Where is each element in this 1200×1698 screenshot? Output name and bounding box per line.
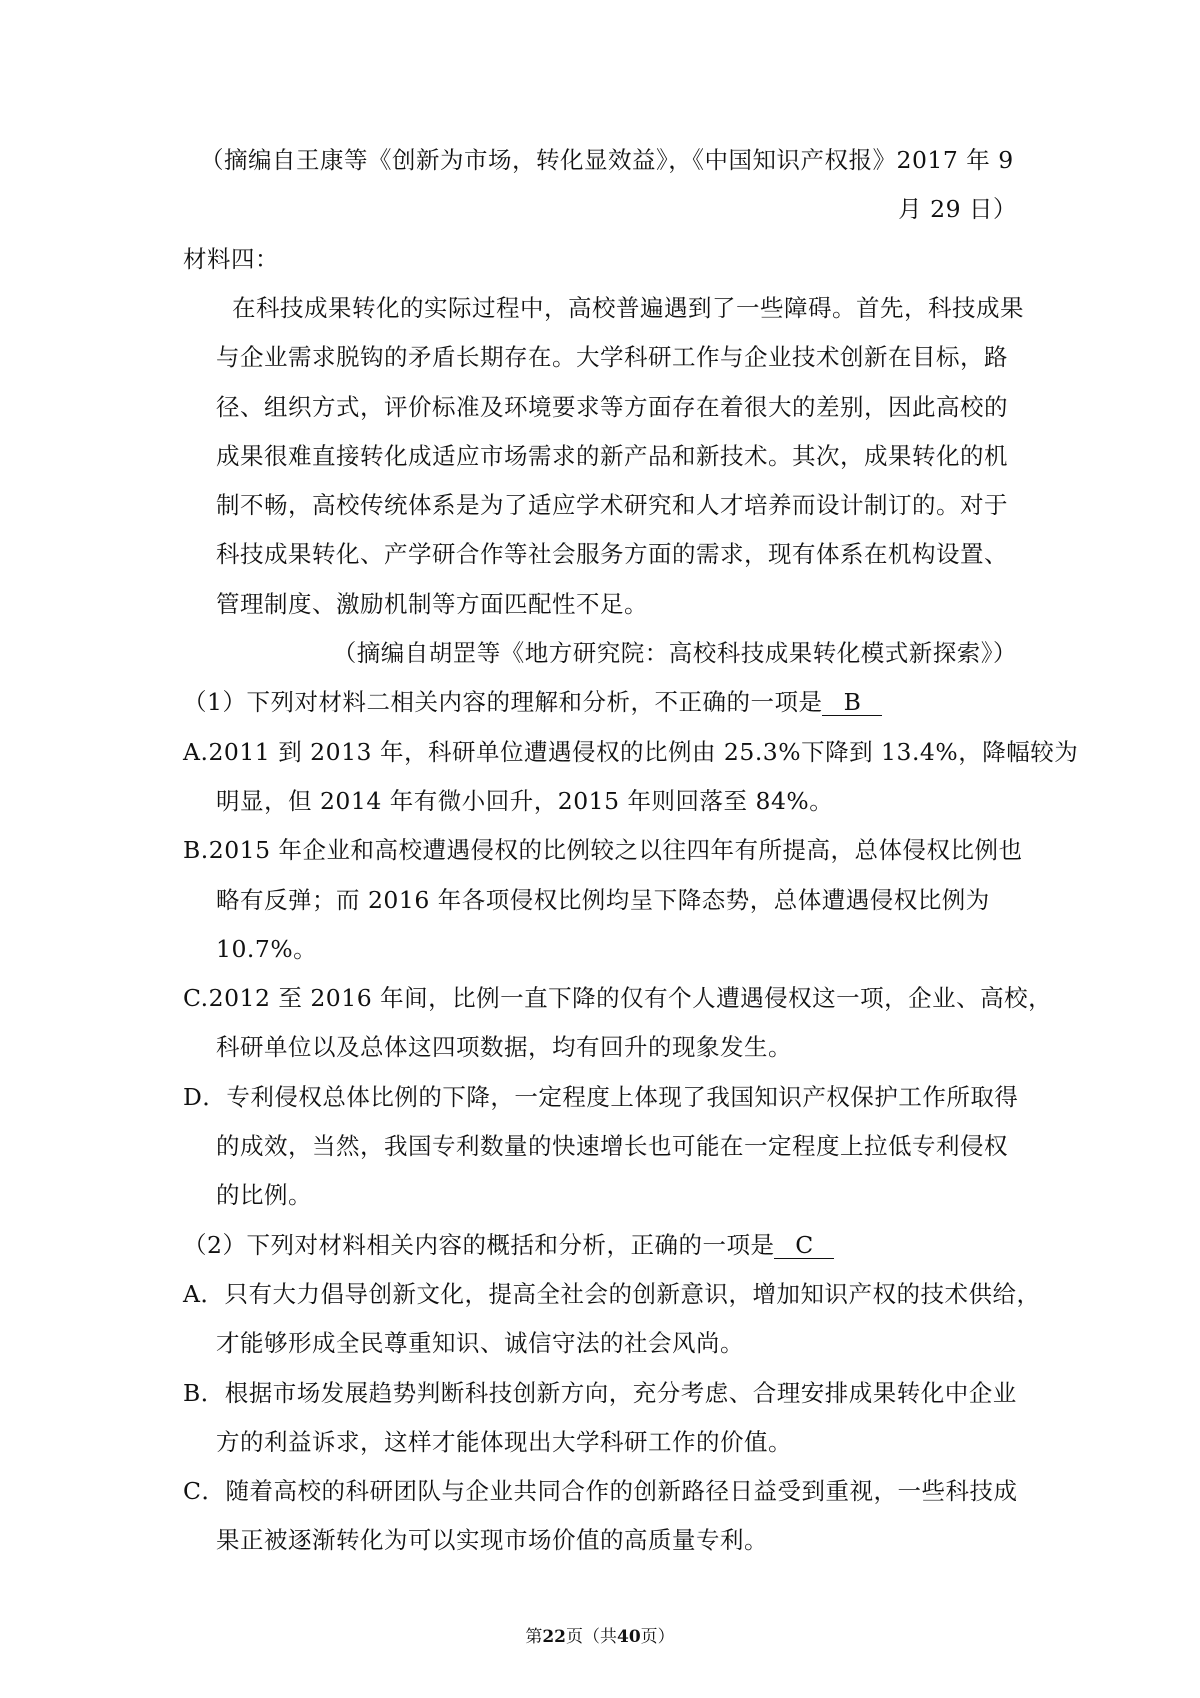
footer-total-pages: 40 bbox=[617, 1627, 641, 1647]
footer-suffix: 页） bbox=[640, 1627, 675, 1647]
question-2-option-a-line-2: 才能够形成全民尊重知识、诚信守法的社会风尚。 bbox=[216, 1329, 744, 1357]
page-footer bbox=[0, 1626, 1200, 1648]
question-2-stem bbox=[183, 1230, 834, 1260]
question-1-option-c-line-2: 科研单位以及总体这四项数据，均有回升的现象发生。 bbox=[216, 1033, 792, 1061]
question-1-option-d-line-3: 的比例。 bbox=[216, 1181, 312, 1209]
footer-middle: 页（共 bbox=[566, 1627, 617, 1647]
material-4-line: 径、组织方式，评价标准及环境要求等方面存在着很大的差别，因此高校的 bbox=[216, 393, 1008, 421]
question-1-option-b-line-1: B.2015 年企业和高校遭遇侵权的比例较之以往四年有所提高，总体侵权比例也 bbox=[183, 836, 1023, 864]
question-2-option-a-line-1: A．只有大力倡导创新文化，提高全社会的创新意识，增加知识产权的技术供给， bbox=[183, 1280, 1041, 1308]
question-1-stem-text: （1）下列对材料二相关内容的理解和分析，不正确的一项是 bbox=[183, 688, 823, 716]
question-2-stem-text: （2）下列对材料相关内容的概括和分析，正确的一项是 bbox=[183, 1231, 775, 1259]
question-1-option-d-line-1: D．专利侵权总体比例的下降，一定程度上体现了我国知识产权保护工作所取得 bbox=[183, 1083, 1019, 1111]
material-4-line: 制不畅，高校传统体系是为了适应学术研究和人才培养而设计制订的。对于 bbox=[216, 491, 1008, 519]
material-4-line: 成果很难直接转化成适应市场需求的新产品和新技术。其次，成果转化的机 bbox=[216, 442, 1008, 470]
material-4-line: 管理制度、激励机制等方面匹配性不足。 bbox=[216, 590, 648, 618]
question-1-answer: B bbox=[822, 689, 882, 716]
question-1-stem bbox=[183, 687, 882, 717]
question-1-option-a-line-1: A.2011 到 2013 年，科研单位遭遇侵权的比例由 25.3%下降到 13.4%，降幅较为 bbox=[183, 738, 1079, 766]
material-4-line: 科技成果转化、产学研合作等社会服务方面的需求，现有体系在机构设置、 bbox=[216, 540, 1008, 568]
question-2-answer: C bbox=[774, 1232, 834, 1259]
question-1-option-a-line-2: 明显，但 2014 年有微小回升，2015 年则回落至 84%。 bbox=[216, 787, 834, 815]
citation-material-4: （摘编自胡罡等《地方研究院：高校科技成果转化模式新探索》） bbox=[332, 639, 1017, 667]
question-1-option-c-line-1: C.2012 至 2016 年间，比例一直下降的仅有个人遭遇侵权这一项，企业、高校， bbox=[183, 984, 1053, 1012]
material-4-line: 与企业需求脱钩的矛盾长期存在。大学科研工作与企业技术创新在目标，路 bbox=[216, 343, 1008, 371]
question-2-option-b-line-1: B．根据市场发展趋势判断科技创新方向，充分考虑、合理安排成果转化中企业 bbox=[183, 1379, 1017, 1407]
material-4-heading: 材料四： bbox=[183, 245, 279, 273]
citation-material-3-line-1: （摘编自王康等《创新为市场，转化显效益》，《中国知识产权报》2017 年 9 bbox=[200, 146, 1014, 174]
question-2-option-c-line-1: C．随着高校的科研团队与企业共同合作的创新路径日益受到重视，一些科技成 bbox=[183, 1477, 1018, 1505]
question-1-option-b-line-3: 10.7%。 bbox=[216, 935, 318, 963]
question-1-option-d-line-2: 的成效，当然，我国专利数量的快速增长也可能在一定程度上拉低专利侵权 bbox=[216, 1132, 1008, 1160]
footer-prefix: 第 bbox=[525, 1627, 543, 1647]
question-2-option-c-line-2: 果正被逐渐转化为可以实现市场价值的高质量专利。 bbox=[216, 1526, 768, 1554]
footer-current-page: 22 bbox=[542, 1627, 566, 1647]
question-2-option-b-line-2: 方的利益诉求，这样才能体现出大学科研工作的价值。 bbox=[216, 1428, 792, 1456]
question-1-option-b-line-2: 略有反弹；而 2016 年各项侵权比例均呈下降态势，总体遭遇侵权比例为 bbox=[216, 886, 990, 914]
citation-material-3-line-2: 月 29 日） bbox=[898, 195, 1017, 223]
material-4-line: 在科技成果转化的实际过程中，高校普遍遇到了一些障碍。首先，科技成果 bbox=[232, 294, 1024, 322]
